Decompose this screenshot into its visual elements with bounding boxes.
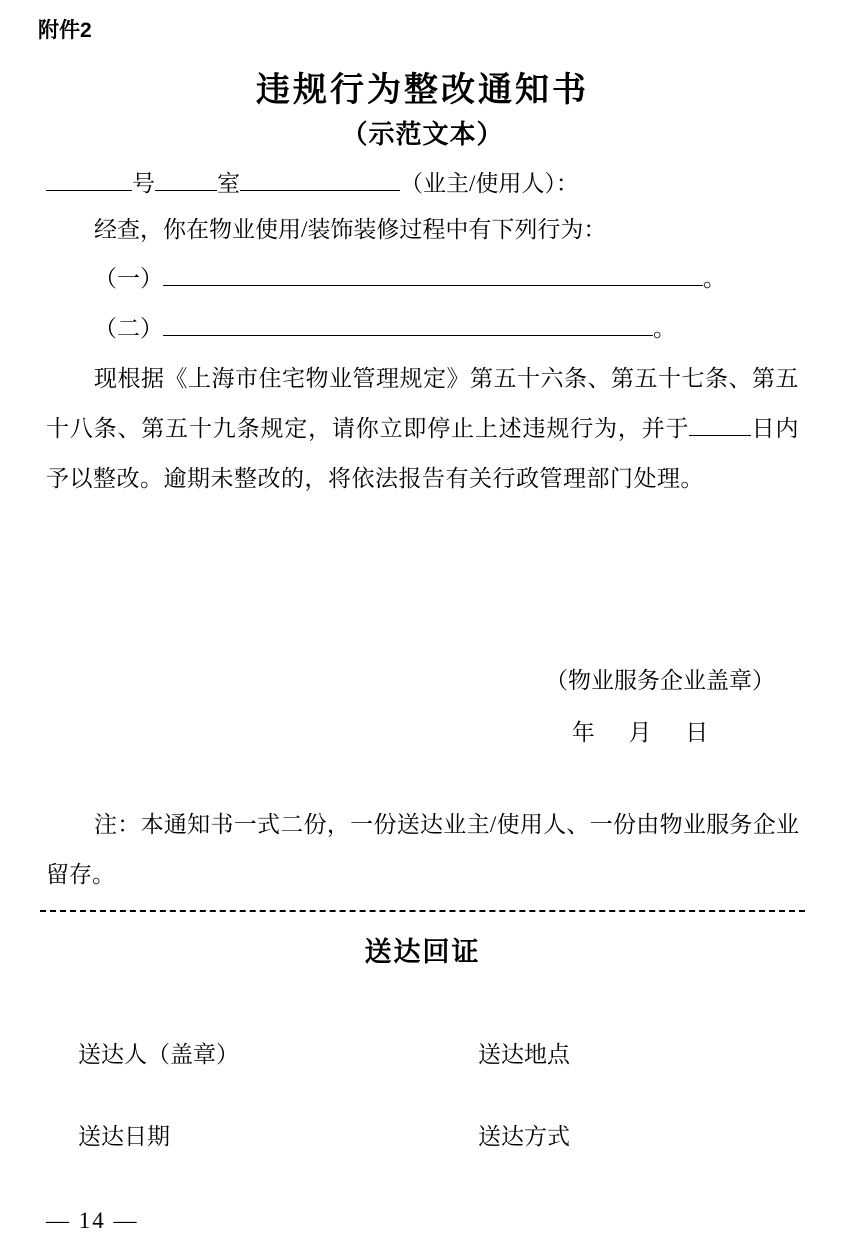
paragraph-part-1: 现根据《上海市住宅物业管理规定》第五十六条、第五十七条、第五十八条、第五十九条规定，请你立即停止上述违规行为，并于 (46, 366, 799, 441)
page-number: — 14 — (46, 1208, 139, 1233)
company-stamp-label: （物业服务企业盖章） (545, 668, 775, 693)
receipt-fields (78, 1035, 785, 1199)
violation-item-1 (46, 254, 799, 304)
note-paragraph: 注：本通知书一式二份，一份送达业主/使用人、一份由物业服务企业留存。 (46, 812, 799, 887)
address-line (46, 162, 799, 206)
dashed-separator (40, 910, 805, 912)
name-blank[interactable] (240, 190, 400, 191)
unit-blank[interactable] (46, 190, 132, 191)
item-tail-1: 。 (703, 266, 726, 291)
document-body (46, 162, 799, 504)
receipt-location-label: 送达地点 (478, 1042, 570, 1067)
item-marker-1: （一） (94, 266, 163, 291)
violation-blank-2[interactable] (163, 335, 653, 336)
room-blank[interactable] (155, 190, 217, 191)
receipt-date-label: 送达日期 (78, 1124, 170, 1149)
attachment-label: 附件2 (38, 19, 92, 42)
signature-date-label: 年 月 日 (571, 720, 723, 745)
intro-line: 经查，你在物业使用/装饰装修过程中有下列行为： (94, 217, 607, 242)
paragraph-part-2: 日内予以整改。逾期未整改的，将依法报告有关行政管理部门处理。 (46, 416, 800, 491)
deadline-blank[interactable] (689, 435, 751, 436)
signature-block (545, 655, 775, 759)
main-paragraph (46, 354, 799, 504)
room-suffix: 室 (217, 171, 240, 196)
item-tail-2: 。 (653, 316, 676, 341)
violation-blank-1[interactable] (163, 285, 703, 286)
unit-suffix: 号 (132, 171, 155, 196)
receipt-row (78, 1117, 785, 1157)
receipt-deliverer-label: 送达人（盖章） (78, 1042, 239, 1067)
receipt-title: 送达回证 (364, 937, 481, 967)
page-title: 违规行为整改通知书 (256, 72, 589, 109)
receipt-row (78, 1035, 785, 1075)
recipient-label: （业主/使用人）： (400, 171, 579, 196)
page-subtitle: （示范文本） (341, 120, 504, 149)
item-marker-2: （二） (94, 316, 163, 341)
violation-item-2 (46, 304, 799, 354)
receipt-method-label: 送达方式 (478, 1124, 570, 1149)
